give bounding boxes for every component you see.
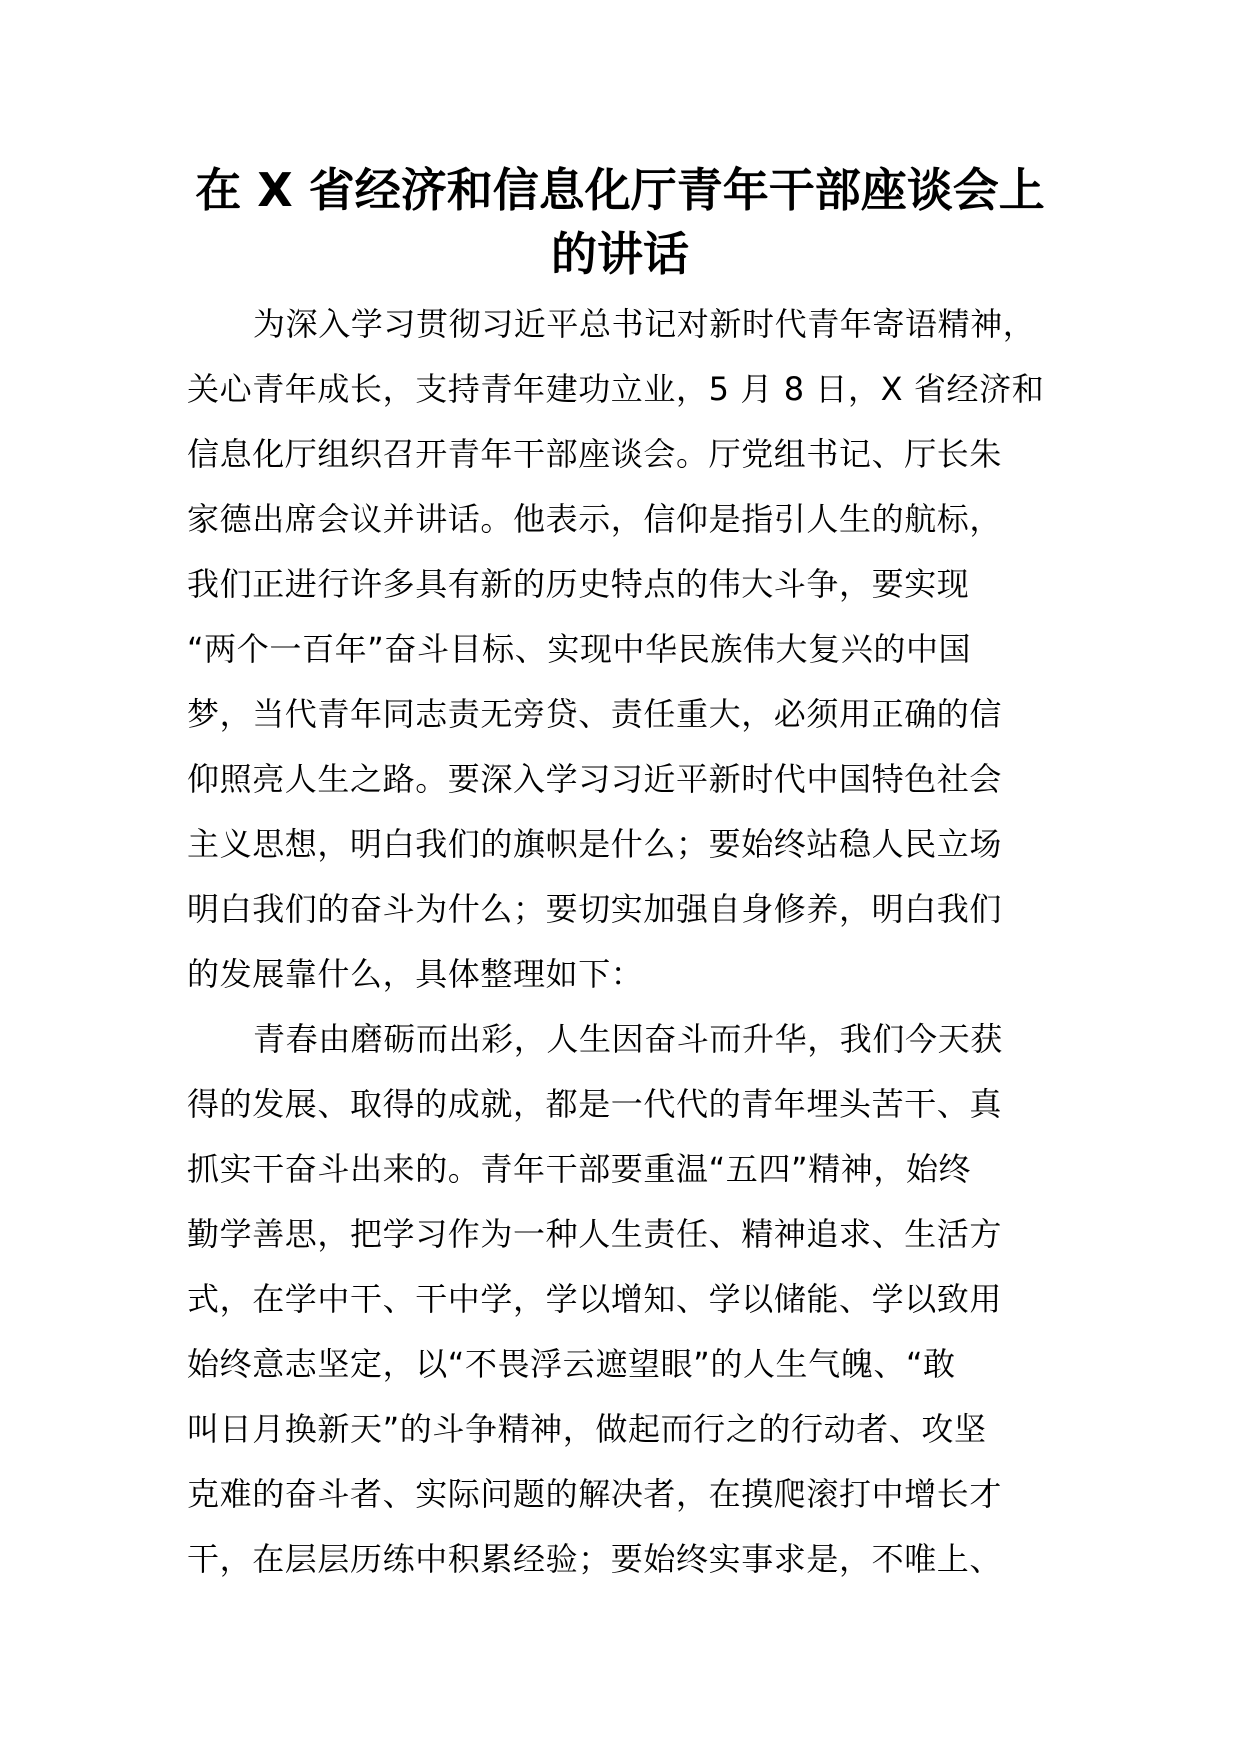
paragraph-line: 为深入学习贯彻习近平总书记对新时代青年寄语精神，: [253, 305, 1036, 343]
paragraph-line: 式，在学中干、干中学，学以增知、学以储能、学以致用: [187, 1280, 1003, 1318]
paragraph-line: 的发展靠什么，具体整理如下：: [187, 955, 644, 993]
document-body: [187, 292, 1067, 1592]
paragraph-line: 抓实干奋斗出来的。青年干部要重温“五四”精神，始终: [187, 1150, 972, 1188]
paragraph-line: “两个一百年”奋斗目标、实现中华民族伟大复兴的中国: [187, 630, 972, 668]
paragraph-line: 主义思想，明白我们的旗帜是什么；要始终站稳人民立场: [187, 825, 1003, 863]
document-title: [150, 158, 1090, 286]
paragraph-line: 干，在层层历练中积累经验；要始终实事求是，不唯上、: [187, 1540, 1003, 1578]
title-line-1: 在 X 省经济和信息化厅青年干部座谈会上: [195, 163, 1045, 217]
paragraph-line: 克难的奋斗者、实际问题的解决者，在摸爬滚打中增长才: [187, 1475, 1003, 1513]
paragraph-line: 梦，当代青年同志责无旁贷、责任重大，必须用正确的信: [187, 695, 1003, 733]
paragraph-line: 明白我们的奋斗为什么；要切实加强自身修养，明白我们: [187, 890, 1003, 928]
paragraph-line: 叫日月换新天”的斗争精神，做起而行之的行动者、攻坚: [187, 1410, 987, 1448]
paragraph-line: 得的发展、取得的成就，都是一代代的青年埋头苦干、真: [187, 1085, 1003, 1123]
paragraph-line: 青春由磨砺而出彩，人生因奋斗而升华，我们今天获: [253, 1020, 1003, 1058]
paragraph-line: 始终意志坚定，以“不畏浮云遮望眼”的人生气魄、“敢: [187, 1345, 956, 1383]
title-line-2: 的讲话: [551, 227, 689, 281]
paragraph-line: 信息化厅组织召开青年干部座谈会。厅党组书记、厅长朱: [187, 435, 1003, 473]
paragraph-line: 仰照亮人生之路。要深入学习习近平新时代中国特色社会: [187, 760, 1003, 798]
paragraph-line: 我们正进行许多具有新的历史特点的伟大斗争，要实现: [187, 565, 970, 603]
paragraph-line: 家德出席会议并讲话。他表示，信仰是指引人生的航标，: [187, 500, 1003, 538]
paragraph-line: 勤学善思，把学习作为一种人生责任、精神追求、生活方: [187, 1215, 1003, 1253]
paragraph-line: 关心青年成长，支持青年建功立业，5 月 8 日，X 省经济和: [187, 370, 1045, 408]
